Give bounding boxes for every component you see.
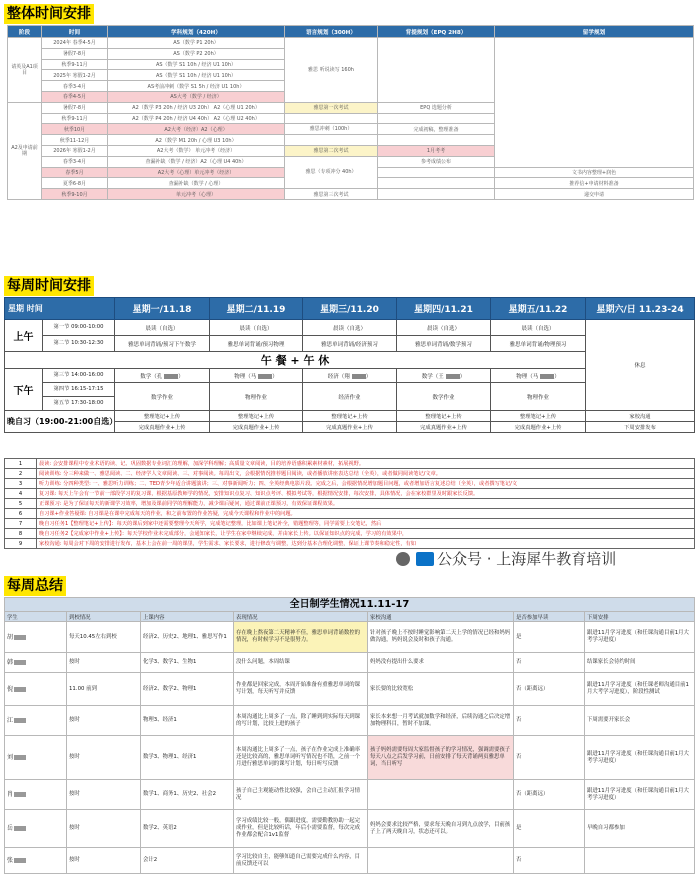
- note-text: 家校沟通: 每周会对下周的安排进行发布，基本上会在前一周的课里，学生需求、家长要求，进行修改与调整，达到分基本合理化调整，保证上课节奏和稳定性，有如: [37, 539, 695, 549]
- plan-lang-exam-3: 雅思第三次考试: [285, 189, 378, 200]
- plan-time: 秋季10月: [42, 124, 108, 135]
- plan-stage-b: A2及申请前期: [8, 102, 42, 199]
- student-initial: 张: [7, 857, 14, 864]
- plan-epq: 完成初稿，整理准备: [378, 124, 495, 135]
- student-name: [5, 810, 67, 848]
- week-cell: 下周安排发布: [586, 422, 695, 433]
- redacted-name: [352, 374, 366, 379]
- week-cell: 整理笔记+上传: [491, 411, 586, 422]
- plan-subject: 单元冲考（心理）: [108, 189, 285, 200]
- week-cell: 完成真题作业+上传: [210, 422, 303, 433]
- plan-subject: A2（数学 P3 20h / 经济 U3 20h） A2（心理 U1 20h）: [108, 102, 285, 113]
- summary-title: 全日制学生情况11.11-17: [5, 598, 695, 612]
- summary-header: 是否参加早读: [514, 612, 585, 622]
- table-row: [5, 320, 695, 336]
- plan-time: 春季5月: [42, 167, 108, 178]
- note-number: 9: [5, 539, 37, 549]
- week-evening: 晚自习（19:00-21:00自选）: [5, 411, 115, 433]
- plan-subject: A2（数学 M1 20h / 心理 U3 10h）: [108, 135, 285, 146]
- redacted-name: [14, 635, 26, 640]
- week-cell: 晨读（自选）: [397, 320, 491, 336]
- summary-communication: 家长本来想一月考试就加数学和经济，后续沟通之后决定增加物理科目，暂时不加课。: [368, 706, 514, 736]
- week-teacher: 数学（王: [421, 373, 444, 380]
- summary-content: 经济2、数学2、物理1: [141, 673, 234, 706]
- summary-content: 数学2、英语2: [141, 810, 234, 848]
- plan-section-title: 整体时间安排: [4, 4, 94, 24]
- summary-early-reading: 否: [514, 653, 585, 673]
- plan-header-stage: 阶段: [8, 26, 42, 38]
- week-cell: 完成真题作业+上传: [303, 422, 397, 433]
- plan-time: 秋季9-11月: [42, 113, 108, 124]
- redacted-name: [14, 792, 26, 797]
- list-item: [5, 499, 695, 509]
- plan-subject: 查漏补缺（数学 / 心理）: [108, 178, 285, 189]
- overall-plan-table: [7, 25, 694, 200]
- summary-arrival: 按时: [67, 848, 141, 874]
- student-name: [5, 780, 67, 810]
- week-header-row: [5, 298, 695, 320]
- week-day-weekend: 星期六/日 11.23-24: [586, 298, 695, 320]
- week-cell: 数学作业: [115, 383, 210, 411]
- summary-performance: 存在晚上熬夜第二天精神不佳，雅思单词背诵数控的情况，有时候学习不是很努力。: [234, 622, 368, 653]
- summary-performance: 学习比较自主，能够知道自己需要完成什么内容，目前反馈还可以: [234, 848, 368, 874]
- student-initial: 倪: [7, 685, 14, 693]
- summary-content: 经济2、历史2、地理1、雅思写作1: [141, 622, 234, 653]
- plan-time: 春季4-5月: [42, 91, 108, 102]
- summary-header: 下周安排: [585, 612, 695, 622]
- redacted-name: [14, 755, 26, 760]
- student-initial: 江: [7, 717, 14, 724]
- plan-epq-empty: [378, 38, 495, 103]
- plan-header-row: [8, 26, 694, 38]
- summary-header: 到校情况: [67, 612, 141, 622]
- note-number: 6: [5, 509, 37, 519]
- plan-subject: A2大考（经济）A2（心理）: [108, 124, 285, 135]
- student-name: [5, 736, 67, 780]
- list-item: [5, 469, 695, 479]
- plan-subject: AS（数学 S1 10h / 经济 U1 10h）: [108, 70, 285, 81]
- plan-epq-empty: [378, 189, 495, 200]
- plan-header-time: 时间: [42, 26, 108, 38]
- plan-header-subject: 学科规划（420H）: [108, 26, 285, 38]
- table-row: [5, 411, 695, 422]
- week-weekend-rest: 休息: [586, 320, 695, 411]
- list-item: [5, 489, 695, 499]
- summary-early-reading: 否（距离远）: [514, 673, 585, 706]
- week-slot-2: 第二节 10:30-12:30: [43, 336, 115, 352]
- note-text: 自习课+作业答疑课: 自习课是在课中完成每天的作业，和之前布置的作业答疑，完成今天课程和作业中的问题。: [37, 509, 695, 519]
- plan-lang-exam-1: 雅思第一次考试: [285, 102, 378, 113]
- week-cell: 整理笔记+上传: [397, 411, 491, 422]
- plan-header-language: 语言规划（300H）: [285, 26, 378, 38]
- redacted-name: [14, 858, 26, 863]
- summary-early-reading: 否（距离远）: [514, 780, 585, 810]
- plan-epq: 参考成绩公布: [378, 156, 495, 167]
- week-cell: 经济作业: [303, 383, 397, 411]
- summary-content: 化学3、数学1、生物1: [141, 653, 234, 673]
- table-row: [5, 848, 695, 874]
- summary-arrival: 按时: [67, 706, 141, 736]
- weekly-schedule-table: [4, 297, 695, 433]
- summary-header: 学生: [5, 612, 67, 622]
- plan-epq: EPQ 选题分析: [378, 102, 495, 113]
- student-name: [5, 673, 67, 706]
- student-initial: 刘: [7, 754, 14, 761]
- summary-arrival: 11.00 前到: [67, 673, 141, 706]
- week-lunch: 午 餐 + 午 休: [5, 352, 586, 369]
- week-slot-3: 第三节 14:00-16:00: [43, 369, 115, 383]
- summary-next-week: 下周需要开家长会: [585, 706, 695, 736]
- table-row: [8, 38, 694, 49]
- weekly-summary-table: [4, 597, 695, 874]
- summary-performance: 作业都是回家完成，本周开始准备有重雅思单词的课写计划，每天听写并反馈: [234, 673, 368, 706]
- week-cell: 雅思单词背诵/数学预习: [397, 336, 491, 352]
- note-text: 听力训练: 分四种类型: 一、雅思听力训练；二、TED青少年适合讲题演讲；三、对事新闻听力；四、全英经典电影片段。完成之后，会根据情况增加题目问题，或者增加语言复述总结（全英），或者撰写笔记/文: [37, 479, 695, 489]
- note-number: 7: [5, 519, 37, 529]
- table-row: [8, 189, 694, 200]
- redacted-name: [14, 826, 26, 831]
- summary-arrival: 每天10.45左右到校: [67, 622, 141, 653]
- plan-lang-empty: [285, 113, 378, 124]
- plan-subject: AS考前冲刺（数学 S1 5h / 经济 U1 10h）: [108, 81, 285, 92]
- summary-communication: 妈妈没有提出什么要求: [368, 653, 514, 673]
- plan-subject: 查漏补缺（数学 / 经济）A2（心理 U4 40h）: [108, 156, 285, 167]
- plan-time: 秋季9-10月: [42, 189, 108, 200]
- note-text: 阅读训练: 分三种来做一、雅思阅读、二、经济学人文章阅读、三、对事阅读。每周出文，会根据情况推荐题目阅读，或者播放讲座表达总结（全英），或者做同阅读笔记/文章。: [37, 469, 695, 479]
- student-name: [5, 653, 67, 673]
- week-cell: 数学（孔 ）: [115, 369, 210, 383]
- student-initial: 肖: [7, 791, 14, 798]
- list-item: [5, 479, 695, 489]
- week-period-pm: 下午: [5, 369, 43, 411]
- table-row: [5, 653, 695, 673]
- week-slot-5: 第五节 17:30-18:00: [43, 397, 115, 411]
- plan-time: 2025年 寒假1-2月: [42, 70, 108, 81]
- week-cell: 完成真题作业+上传: [491, 422, 586, 433]
- plan-lang-sprint: 雅思冲刺（100h）: [285, 124, 378, 135]
- note-number: 1: [5, 459, 37, 469]
- week-cell: 整理笔记+上传: [210, 411, 303, 422]
- brand-logo-icon: [416, 552, 434, 566]
- list-item: [5, 519, 695, 529]
- plan-lang-a: 雅思 听说读写 160h: [285, 38, 378, 103]
- summary-header-row: [5, 612, 695, 622]
- week-day-wed: 星期三/11.20: [303, 298, 397, 320]
- note-number: 8: [5, 529, 37, 539]
- summary-next-week: 跟进11月学习进度（和任课老师沟通目前1月大考学习进度），阶段性测试: [585, 673, 695, 706]
- table-row: [5, 780, 695, 810]
- summary-content: 会计2: [141, 848, 234, 874]
- watermark-text: 公众号 · 上海犀牛教育培训: [437, 550, 617, 568]
- student-name: [5, 622, 67, 653]
- plan-subject: A2大考（数学） 单元冲考（经济）: [108, 145, 285, 156]
- plan-epq-empty: [378, 178, 495, 189]
- summary-arrival: 按时: [67, 736, 141, 780]
- summary-next-week: 跟进11月学习进度（和任课沟通目前1月大考学习进度）: [585, 736, 695, 780]
- student-name: [5, 706, 67, 736]
- plan-stage-a: 请英及A1项目: [8, 38, 42, 103]
- plan-study: 推荐信+申请材料准备: [495, 178, 694, 189]
- week-cell: 家校沟通: [586, 411, 695, 422]
- week-cell: 雅思单词背诵/经济预习: [303, 336, 397, 352]
- summary-arrival: 按时: [67, 780, 141, 810]
- note-number: 5: [5, 499, 37, 509]
- week-cell: 雅思单词背诵/预习下午数学: [115, 336, 210, 352]
- summary-performance: 学习成绩比较一般，偶跟进度，需要勤教协助一起完成作业，但是比较听话，年后小需要监督，每次完成作业都会配合1v1监督: [234, 810, 368, 848]
- note-text: 晚自习任务2【完成家中作业+上传】：每天学校作业未完成部分，会通知家长，让学生在家中继续完成，并由家长上传。以保证知识点的完成，学习的有效果中，: [37, 529, 695, 539]
- summary-content: 数学1、商务1、历史2、社会2: [141, 780, 234, 810]
- week-teacher: 物理（马: [234, 373, 257, 380]
- summary-communication: 针对孩子晚上不按时睡觉影响第二天上学的情况已经和妈妈做沟通，妈妈说会及时和孩子沟通。: [368, 622, 514, 653]
- table-row: [5, 706, 695, 736]
- table-row: [5, 736, 695, 780]
- note-text: 晚自习任务1【整理笔记+上传】：每天的课后到家中还需要整理今天所学，完成笔记整理，比如课上笔记补全，错题整理等，同学需要上交笔记，然后: [37, 519, 695, 529]
- plan-subject: AS（数学 P1 20h）: [108, 38, 285, 49]
- week-cell: 晨读（自选）: [303, 320, 397, 336]
- week-period-am: 上午: [5, 320, 43, 352]
- summary-next-week: 早晚自习都参加: [585, 810, 695, 848]
- plan-time: 秋季9-11月: [42, 59, 108, 70]
- plan-epq-empty: [378, 135, 495, 146]
- summary-next-week: 跟进11月学习进度（和任课沟通目前1月大考学习进度）: [585, 622, 695, 653]
- summary-performance: 本周沟通比上周多了一点，除了睡到到实际每天到课的写计划，比较上进的孩子: [234, 706, 368, 736]
- week-slot-1: 第一节 09:00-10:00: [43, 320, 115, 336]
- summary-communication: [368, 848, 514, 874]
- summary-next-week: [585, 848, 695, 874]
- week-cell: 晨读（自选）: [115, 320, 210, 336]
- redacted-name: [540, 374, 554, 379]
- note-number: 4: [5, 489, 37, 499]
- week-day-tue: 星期二/11.19: [210, 298, 303, 320]
- plan-time: 2026年 寒假1-2月: [42, 145, 108, 156]
- plan-epq-empty: [378, 167, 495, 178]
- redacted-name: [14, 660, 26, 665]
- summary-early-reading: 否: [514, 736, 585, 780]
- redacted-name: [446, 374, 460, 379]
- table-row: [5, 622, 695, 653]
- redacted-name: [14, 687, 26, 692]
- summary-next-week: 结课家长会待约时间: [585, 653, 695, 673]
- summary-content: 数学3、物理1、经济1: [141, 736, 234, 780]
- redacted-name: [164, 374, 178, 379]
- week-day-mon: 星期一/11.18: [115, 298, 210, 320]
- note-text: 晨读: 会安排课程中专业术语的读、记、巩固数据专业词汇的理解，加深学科理解；高质量文章阅读，目的培养语感积累素材素材，拓展视野。: [37, 459, 695, 469]
- summary-performance: 没什么问题，本周结课: [234, 653, 368, 673]
- summary-header: 家校沟通: [368, 612, 514, 622]
- plan-lang-empty: [285, 135, 378, 146]
- summary-header: 表现情况: [234, 612, 368, 622]
- plan-study-empty: [495, 38, 694, 168]
- plan-time: 春季3-4月: [42, 81, 108, 92]
- week-cell: 物理作业: [491, 383, 586, 411]
- list-item: [5, 539, 695, 549]
- week-cell: 数学作业: [397, 383, 491, 411]
- student-initial: 胡: [7, 633, 14, 641]
- week-day-fri: 星期五/11.22: [491, 298, 586, 320]
- plan-time: 春季3-4月: [42, 156, 108, 167]
- list-item: [5, 509, 695, 519]
- summary-early-reading: 否: [514, 848, 585, 874]
- summary-communication: 家长要的比较宽松: [368, 673, 514, 706]
- week-notes-table: [4, 458, 695, 549]
- week-teacher: 数学（孔: [140, 373, 163, 380]
- week-cell: 物理作业: [210, 383, 303, 411]
- summary-communication: [368, 780, 514, 810]
- list-item: [5, 529, 695, 539]
- student-initial: 岳: [7, 825, 14, 832]
- week-cell: 整理笔记+上传: [115, 411, 210, 422]
- plan-header-background: 背提规划（EPQ 2H8）: [378, 26, 495, 38]
- week-day-thu: 星期四/11.21: [397, 298, 491, 320]
- note-text: 复习课: 每天上午会有一节前一部段学习的复习课，根据基原教师学的情况，安排知识点复习、知识点考评、模拟考试等，根据情况安排，每次安排，具体情况，会在家校群里及时跟家长反馈。: [37, 489, 695, 499]
- plan-time: 2024年 春季4-5月: [42, 38, 108, 49]
- plan-header-study-abroad: 留学规划: [495, 26, 694, 38]
- week-cell: 物理（马 ）: [210, 369, 303, 383]
- redacted-name: [258, 374, 272, 379]
- wechat-icon: [396, 552, 410, 566]
- week-teacher: 经济（翔: [327, 373, 350, 380]
- summary-early-reading: 否: [514, 706, 585, 736]
- plan-subject: AS大考（数学 / 经济）: [108, 91, 285, 102]
- summary-arrival: 按时: [67, 810, 141, 848]
- plan-subject: A2大考（心理）单元冲考（经济）: [108, 167, 285, 178]
- week-corner: 星期 时间: [5, 298, 115, 320]
- summary-early-reading: 是: [514, 810, 585, 848]
- summary-next-week: 跟进11月学习进度（和任课沟通目前1月大考学习进度）: [585, 780, 695, 810]
- plan-time: 暑假7-8月: [42, 48, 108, 59]
- week-cell: 雅思单词背诵/预习物理: [210, 336, 303, 352]
- plan-study: 文书内容整理+润色: [495, 167, 694, 178]
- summary-early-reading: 是: [514, 622, 585, 653]
- note-number: 3: [5, 479, 37, 489]
- plan-time: 夏季6-8月: [42, 178, 108, 189]
- week-cell: 晨读（自选）: [210, 320, 303, 336]
- plan-subject: AS（数学 P2 20h）: [108, 48, 285, 59]
- summary-arrival: 按时: [67, 653, 141, 673]
- summary-communication: 孩子妈妈需要每周大家监督孩子的学习情况，强调需要孩子每天八点之后发学习前，日前安排了每天背诵两页雅思单词，当日听写: [368, 736, 514, 780]
- plan-lang-exam-2: 雅思第二次考试: [285, 145, 378, 156]
- summary-performance: 孩子自己主观能动性比较强，会自己主动汇报学习情况: [234, 780, 368, 810]
- summary-communication: 妈妈会要求比较严格，要求每天晚自习到九点放学，目前孩子上了两天晚自习，状态还可以。: [368, 810, 514, 848]
- week-teacher: 物理（马: [516, 373, 539, 380]
- plan-time: 暑假7-8月: [42, 102, 108, 113]
- week-slot-4: 第四节 16:15-17:15: [43, 383, 115, 397]
- summary-header: 上课内容: [141, 612, 234, 622]
- week-cell: 整理笔记+上传: [303, 411, 397, 422]
- student-name: [5, 848, 67, 874]
- week-cell: 晨读（自选）: [491, 320, 586, 336]
- week-cell: 完成真题作业+上传: [115, 422, 210, 433]
- week-cell: 完成真题作业+上传: [397, 422, 491, 433]
- note-number: 2: [5, 469, 37, 479]
- week-cell: 雅思单词背诵/物理预习: [491, 336, 586, 352]
- list-item: [5, 459, 695, 469]
- table-row: [5, 810, 695, 848]
- plan-subject: AS（数学 S1 10h / 经济 U1 10h）: [108, 59, 285, 70]
- plan-time: 秋季11-12月: [42, 135, 108, 146]
- week-section-title: 每周时间安排: [4, 276, 94, 296]
- redacted-name: [14, 718, 26, 723]
- plan-epq-empty: [378, 113, 495, 124]
- plan-study: 递交申请: [495, 189, 694, 200]
- summary-content: 物理3、经济1: [141, 706, 234, 736]
- week-cell: 数学（王 ）: [397, 369, 491, 383]
- plan-lang-b: 雅思（专项冲分 40h）: [285, 156, 378, 188]
- student-initial: 韩: [7, 659, 14, 666]
- table-row: [5, 673, 695, 706]
- week-cell: 经济（翔 ）: [303, 369, 397, 383]
- note-text: 正课预习: 是为了保证每天的新课学习效率，增加及课前同学的理解能力，减少课后疑问，通过课前正课预习，有效保证课程效果。: [37, 499, 695, 509]
- watermark: [396, 548, 616, 569]
- plan-subject: A2（数学 P4 20h / 经济 U4 40h） A2（心理 U2 40h）: [108, 113, 285, 124]
- week-cell: 物理（马 ）: [491, 369, 586, 383]
- summary-performance: 本周沟通比上周多了一点，孩子在作业完成上准确率还是比较高的，雅思单词听写情况也不错，之前一个月进行雅思单词的课写计划，每日听写反馈: [234, 736, 368, 780]
- summary-section-title: 每周总结: [4, 576, 66, 596]
- plan-epq: 1月考考: [378, 145, 495, 156]
